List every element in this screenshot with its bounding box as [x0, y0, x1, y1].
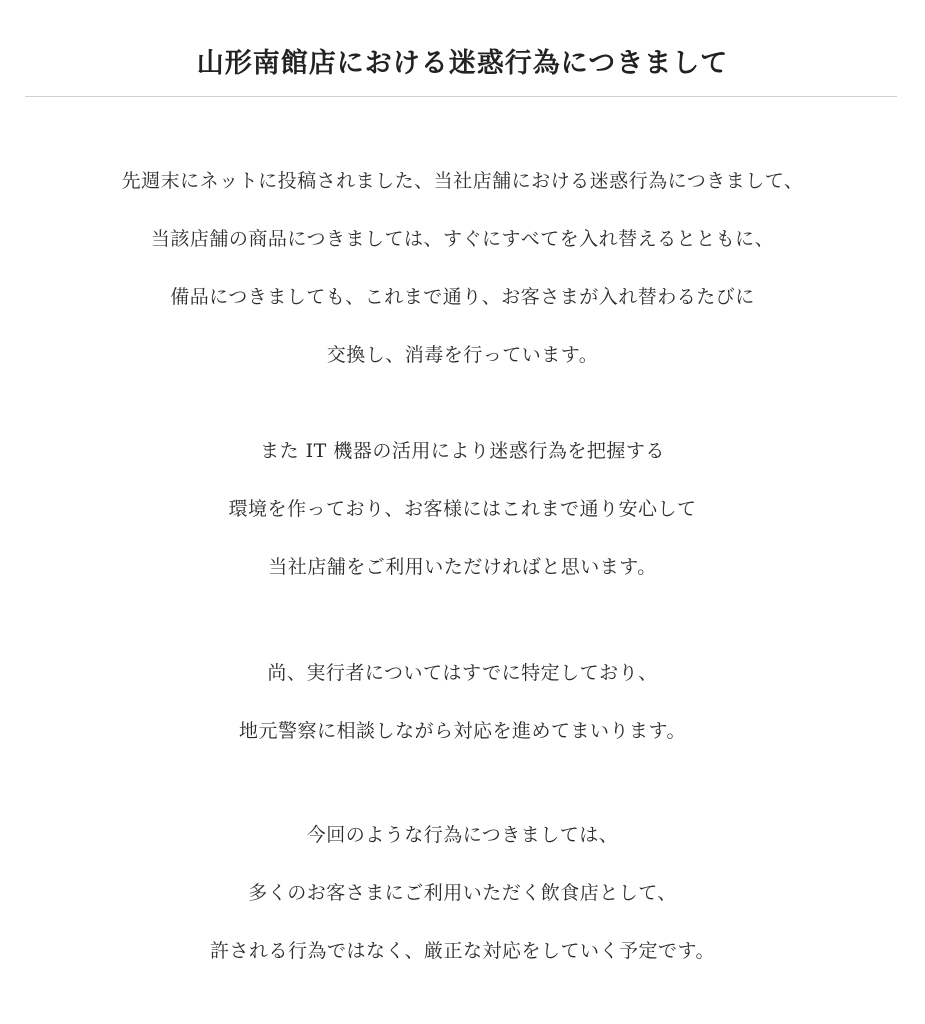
paragraph-line: 先週末にネットに投稿されました、当社店舗における迷惑行為につきまして、 [121, 170, 804, 192]
paragraph-line: 備品につきましても、これまで通り、お客さまが入れ替わるたびに [170, 286, 755, 308]
paragraph-line: 今回のような行為につきましては、 [306, 824, 619, 846]
paragraph-line: 当社店舗をご利用いただければと思います。 [268, 556, 657, 578]
paragraph-product-replacement [0, 152, 925, 384]
paragraph-line: 尚、実行者についてはすでに特定しており、 [267, 662, 658, 684]
paragraph-line: 地元警察に相談しながら対応を進めてまいります。 [239, 720, 686, 742]
paragraph-line: 交換し、消毒を行っています。 [326, 344, 599, 366]
paragraph-it-monitoring [0, 422, 925, 596]
title-divider [25, 96, 897, 97]
paragraph-line: 環境を作っており、お客様にはこれまで通り安心して [228, 498, 697, 520]
page-title: 山形南館店における迷惑行為につきまして [196, 48, 729, 79]
paragraph-strict-response [0, 806, 925, 980]
paragraph-police-consultation [0, 644, 925, 760]
paragraph-line: 当該店舗の商品につきましては、すぐにすべてを入れ替えるとともに、 [150, 228, 775, 250]
paragraph-line: 多くのお客さまにご利用いただく飲食店として、 [248, 882, 677, 904]
paragraph-line: 許される行為ではなく、厳正な対応をしていく予定です。 [209, 940, 716, 962]
paragraph-line: また IT 機器の活用により迷惑行為を把握する [260, 440, 665, 462]
